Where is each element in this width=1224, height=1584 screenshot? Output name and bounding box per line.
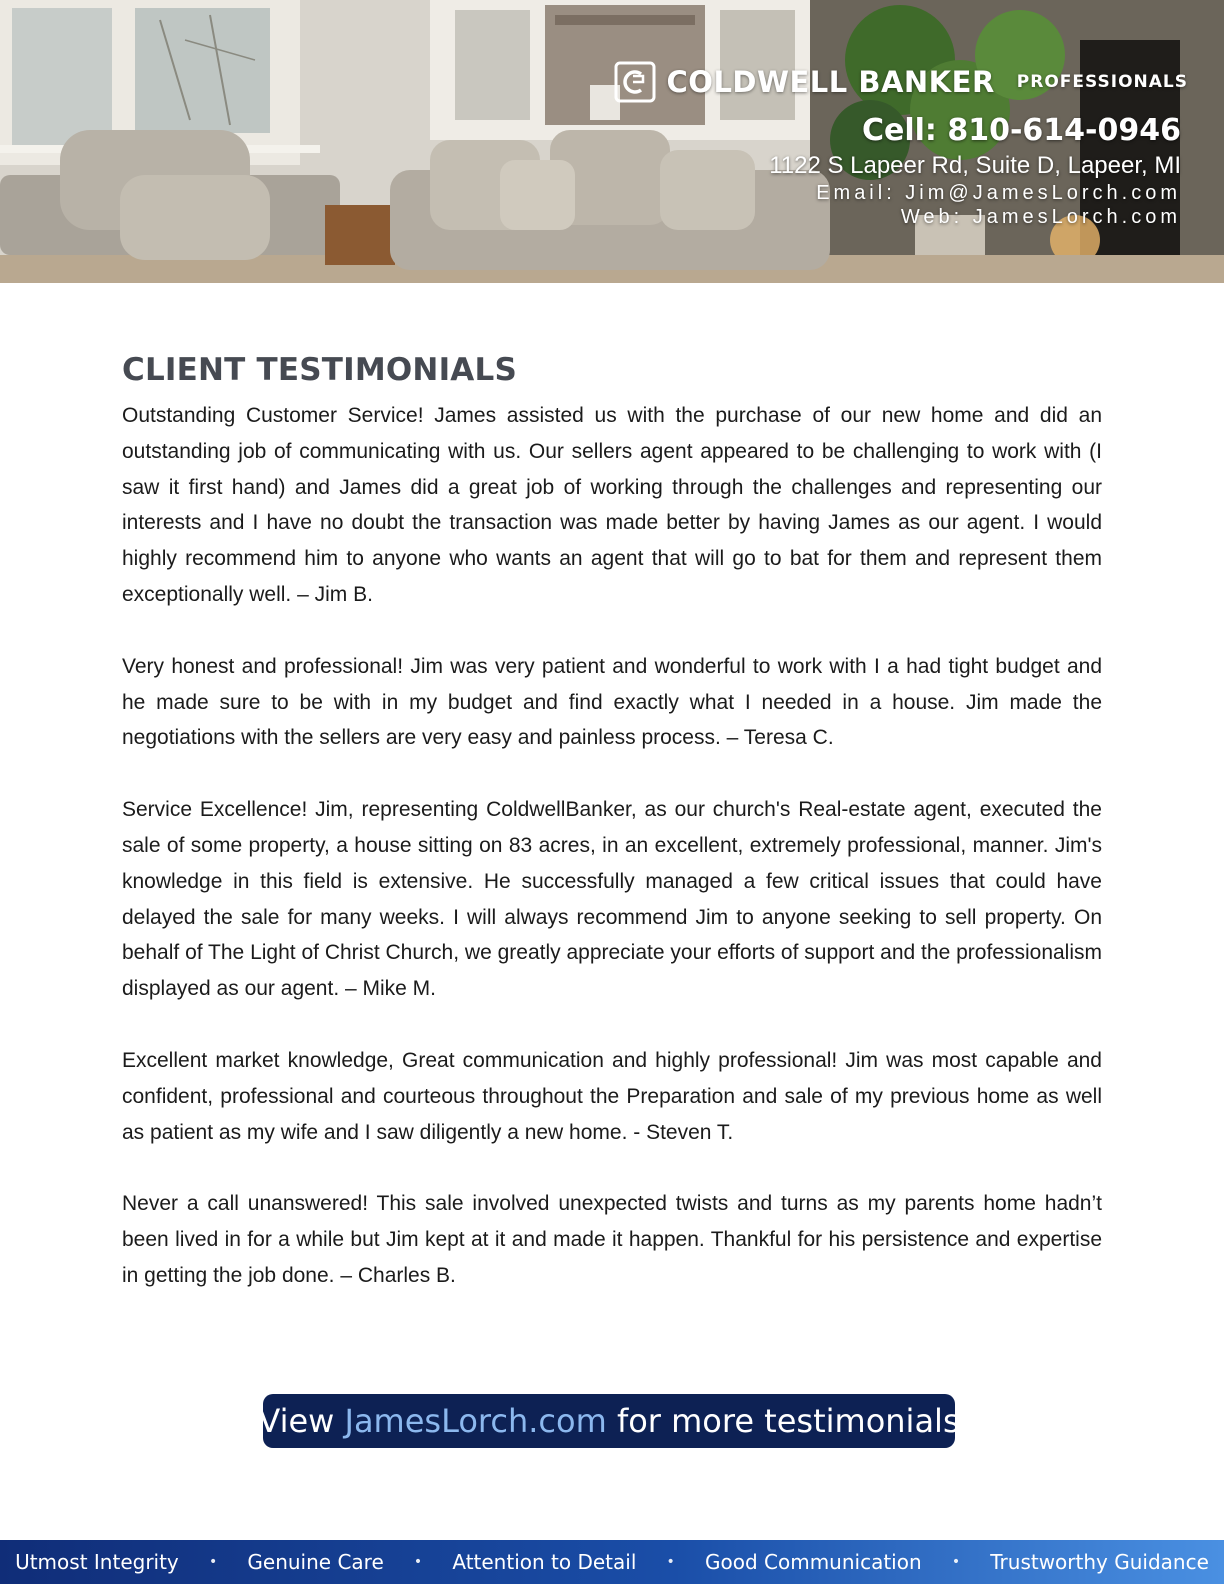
website-link[interactable]: JamesLorch.com (344, 1402, 607, 1440)
testimonials-section (122, 352, 1102, 1330)
cell-phone[interactable]: Cell: 810-614-0946 (861, 113, 1181, 148)
testimonial-paragraph: Service Excellence! Jim, representing ColdwellBanker, as our church's Real-estate agent, executed the sale of some property, a house sitting on 83 acres, in an excellent, extremely professional, manner. Jim's knowledge in this field is extensive. He successfully managed a few critical issues that could have delayed the sale for many weeks. I will always recommend Jim to anyone seeking to sell property. On behalf of The Light of Christ Church, we greatly appreciate your efforts of support and the professionalism displayed as our agent. – Mike M. (122, 798, 1102, 1001)
testimonial-paragraph: Outstanding Customer Service! James assisted us with the purchase of our new home and did an outstanding job of communicating with us. Our sellers agent appeared to be challenging to work with (I saw it first hand) and James did a great job of working through the challenges and representing our interests and I have no doubt the transaction was made better by having James as our agent. I would highly recommend him to anyone who wants an agent that will go to bat for them and represent them exceptionally well. – Jim B. (122, 404, 1102, 606)
brand-logo-row (613, 60, 1188, 104)
testimonial-paragraph: Never a call unanswered! This sale involved unexpected twists and turns as my parents home hadn’t been lived in for a while but Jim kept at it and made it happen. Thankful for his persistence and expertise in getting the job done. – Charles B. (122, 1192, 1102, 1287)
footer-separator: • (413, 1554, 423, 1570)
brand-name: COLDWELL BANKER (666, 65, 995, 99)
header-photo-banner (0, 0, 1224, 283)
cta-prefix: View (258, 1402, 345, 1440)
values-footer-bar (0, 1540, 1224, 1584)
footer-separator: • (666, 1554, 675, 1570)
coldwell-banker-logo-icon (613, 60, 657, 104)
testimonial-paragraph: Very honest and professional! Jim was very patient and wonderful to work with I a had tight budget and he made sure to be with in my budget and find exactly what I needed in a house. Jim made the negotiations with the sellers are very easy and painless process. – Teresa C. (122, 654, 1102, 750)
footer-separator: • (951, 1554, 961, 1570)
footer-value-item: Utmost Integrity (15, 1550, 179, 1574)
cta-suffix: for more testimonials (606, 1402, 960, 1440)
footer-value-item: Trustworthy Guidance (990, 1550, 1209, 1574)
testimonial-paragraph: Excellent market knowledge, Great communication and highly professional! Jim was most capable and confident, professional and courteous throughout the Preparation and sale of my previous home as well as patient as my wife and I saw diligently a new home. - Steven T. (122, 1048, 1102, 1144)
footer-value-item: Good Communication (704, 1550, 922, 1574)
website-address[interactable]: Web: JamesLorch.com (900, 206, 1181, 228)
office-address: 1122 S Lapeer Rd, Suite D, Lapeer, MI (769, 152, 1181, 179)
footer-separator: • (208, 1554, 218, 1570)
more-testimonials-banner[interactable] (258, 1394, 960, 1448)
page-title: CLIENT TESTIMONIALS (122, 352, 517, 388)
brand-subtitle: PROFESSIONALS (1016, 72, 1188, 92)
footer-value-item: Attention to Detail (452, 1550, 637, 1574)
footer-value-item: Genuine Care (247, 1550, 384, 1574)
email-address[interactable]: Email: Jim@JamesLorch.com (816, 182, 1181, 204)
